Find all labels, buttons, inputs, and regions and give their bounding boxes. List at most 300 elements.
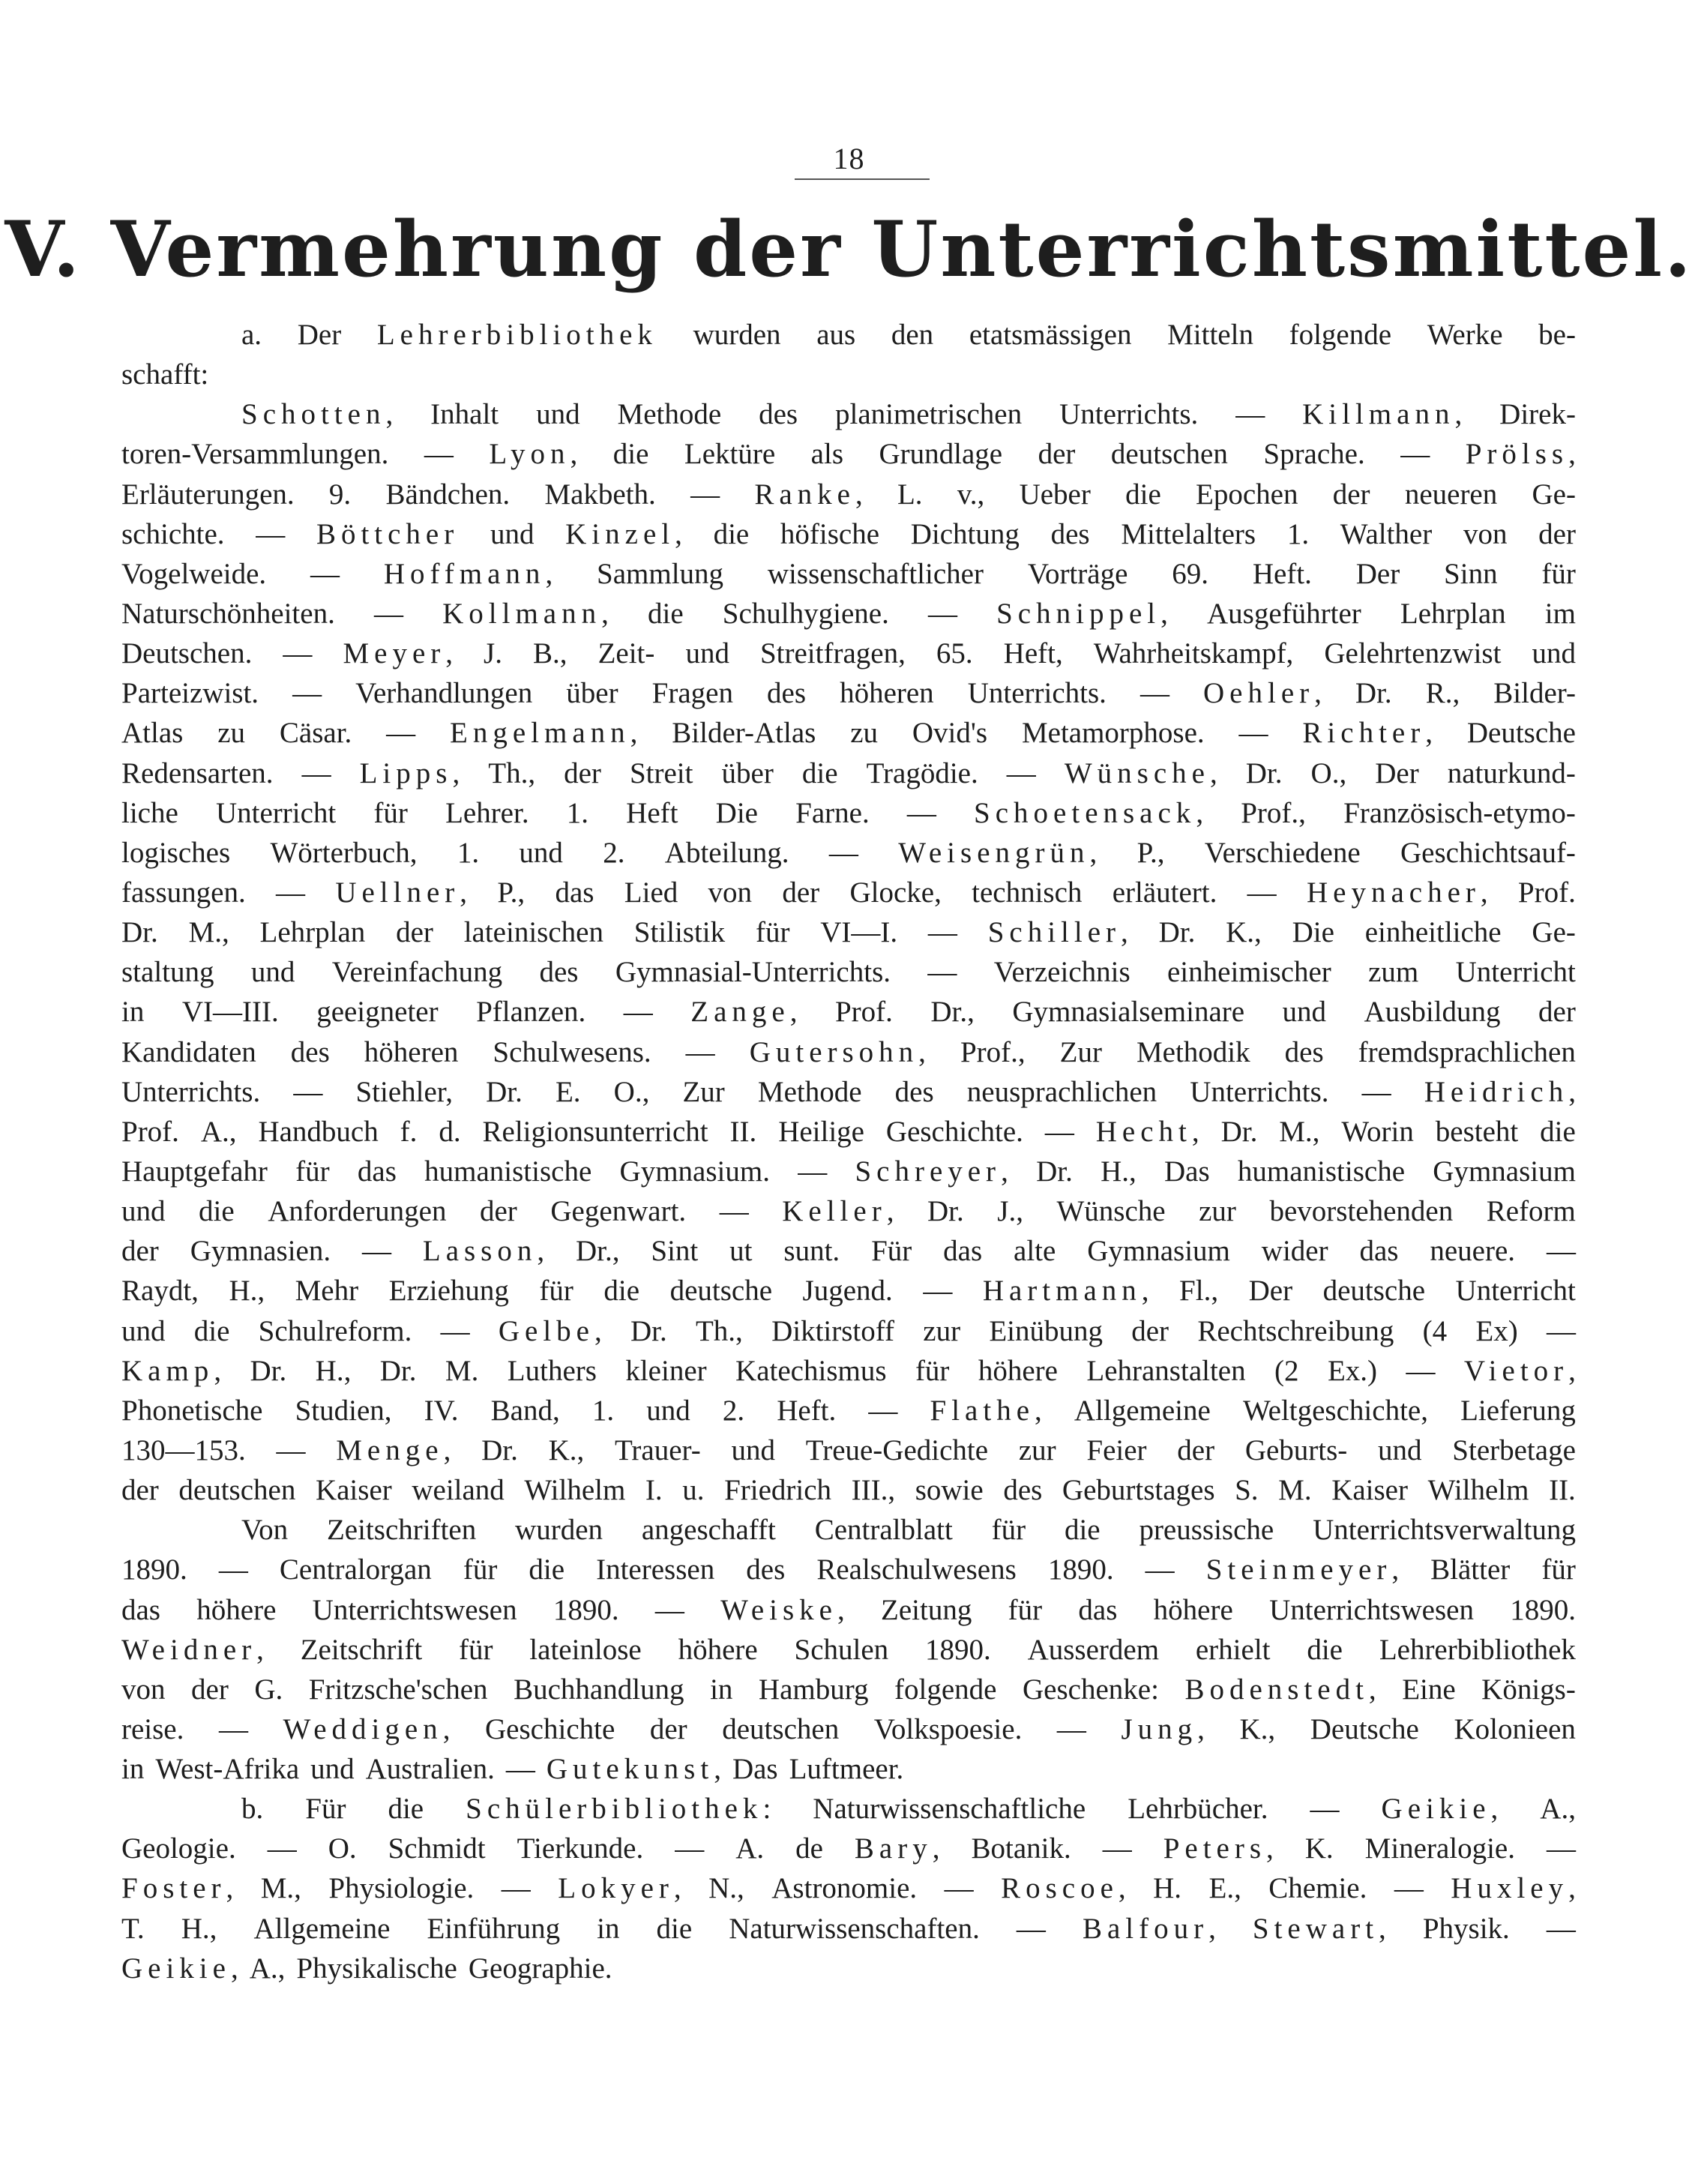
word: Dr. — [486, 1075, 523, 1108]
author-name: Gelbe — [498, 1314, 594, 1347]
word-group — [1096, 1112, 1199, 1152]
word: Lied — [624, 876, 678, 909]
word: des — [290, 1035, 330, 1068]
text-line — [121, 1630, 1576, 1670]
word: Reform — [1486, 1195, 1576, 1228]
author-name: Lyon — [489, 438, 570, 471]
word: — — [1310, 1793, 1340, 1826]
word: 1890. — [121, 1553, 187, 1586]
word: Astronomie. — [771, 1872, 918, 1905]
word: Ge- — [1532, 478, 1576, 511]
word: Geologie. — [121, 1832, 236, 1865]
word: III., — [851, 1474, 896, 1507]
word: Feier — [1086, 1434, 1147, 1466]
word: zur — [923, 1314, 961, 1347]
word: Werke — [1427, 319, 1503, 351]
word: , — [537, 1235, 545, 1268]
author-name: Schnippel — [996, 597, 1161, 630]
text-line — [121, 475, 1576, 514]
word: IV. — [424, 1394, 459, 1427]
word: Deutsche — [1466, 717, 1576, 750]
word: Mitteln — [1167, 319, 1253, 351]
word: , — [1209, 756, 1217, 789]
word: und — [536, 398, 580, 431]
text-line — [121, 1231, 1576, 1271]
word: VI—III. — [181, 996, 279, 1029]
word: , — [443, 1434, 451, 1466]
author-name: Stewart — [1252, 1912, 1379, 1945]
word: Physiologie. — [328, 1872, 475, 1905]
word: Bilder- — [1493, 677, 1576, 710]
word-group — [1184, 1670, 1376, 1709]
word: höhere — [196, 1593, 277, 1626]
word: 1. — [566, 796, 588, 829]
author-name: Hartmann — [982, 1275, 1142, 1308]
text-line — [121, 713, 1576, 753]
word: die — [199, 1195, 235, 1228]
text-line — [121, 514, 1576, 554]
word: des — [1003, 1474, 1043, 1507]
word: Naturschönheiten. — [121, 597, 335, 630]
word: Unterrichts. — [967, 677, 1107, 710]
word: Lektüre — [684, 438, 776, 471]
word: — — [1546, 1832, 1576, 1865]
word: für — [295, 1155, 330, 1188]
word: de — [795, 1832, 823, 1865]
word: der — [564, 756, 601, 789]
word: der — [1177, 1434, 1215, 1466]
text-line — [121, 355, 1576, 394]
word: Geschichte. — [885, 1115, 1023, 1148]
word: alte — [1014, 1235, 1056, 1268]
word: Zeitschrift — [300, 1633, 423, 1666]
author-name: Schreyer — [855, 1155, 1002, 1188]
word: — — [1406, 1354, 1436, 1387]
word: der — [191, 1673, 229, 1706]
word: folgende — [1289, 319, 1392, 351]
word: Vorträge — [1027, 557, 1128, 590]
word: : — [762, 1793, 771, 1826]
word: 9. — [328, 478, 352, 511]
word: E., — [1208, 1872, 1241, 1905]
word: Glocke, — [849, 876, 942, 909]
word: Geschichtsauf- — [1400, 836, 1576, 869]
word: Bilder-Atlas — [672, 717, 816, 750]
word: schichte. — [121, 517, 225, 550]
word: 1890. — [1510, 1593, 1576, 1626]
word: T. — [121, 1912, 145, 1945]
word: das — [121, 1593, 160, 1626]
word-group — [499, 1311, 602, 1351]
word: — — [927, 916, 957, 949]
word: wider — [1261, 1235, 1328, 1268]
word: Schmidt — [388, 1832, 486, 1865]
word: Th., — [488, 756, 536, 789]
word: — — [1044, 1115, 1074, 1148]
author-name: Foster — [121, 1872, 226, 1905]
author-name: Schülerbibliothek — [466, 1793, 763, 1826]
word: Kolonieen — [1454, 1712, 1576, 1745]
text-line — [121, 394, 1576, 434]
word: Anforderungen — [268, 1195, 447, 1228]
word: des — [539, 956, 579, 989]
word: — — [218, 1553, 248, 1586]
word-group — [565, 514, 682, 554]
author-name: Balfour — [1082, 1912, 1209, 1945]
word: Diktirstoff — [771, 1314, 895, 1347]
text-line — [121, 1789, 1576, 1829]
word: Der — [1355, 557, 1400, 590]
author-name: Hecht — [1095, 1115, 1192, 1148]
word: und — [490, 517, 535, 550]
word: Gymnasium — [1087, 1235, 1230, 1268]
text-line — [121, 1191, 1576, 1231]
word: Unterricht — [215, 796, 337, 829]
word: Zur — [682, 1075, 725, 1108]
word-group — [1163, 1829, 1274, 1868]
word: von — [121, 1673, 166, 1706]
word: Allgemeine — [1074, 1394, 1211, 1427]
word: K., — [1226, 916, 1262, 949]
word: — — [1546, 1912, 1576, 1945]
word-group — [241, 394, 393, 434]
word: Schulwesens. — [493, 1035, 651, 1068]
word: ut — [729, 1235, 753, 1268]
author-name: Meyer — [343, 637, 446, 670]
word: höhere — [678, 1633, 758, 1666]
word: 1. — [1286, 517, 1310, 550]
word: das — [1078, 1593, 1118, 1626]
author-name: Weidner — [121, 1633, 257, 1666]
word: technisch — [972, 876, 1083, 909]
word: — — [501, 1872, 531, 1905]
word: , — [1379, 1912, 1386, 1945]
word: Lehrer. — [445, 796, 529, 829]
word-group — [450, 713, 637, 753]
word: II. — [729, 1115, 757, 1148]
word: — — [283, 637, 313, 670]
word: , — [256, 1633, 264, 1666]
word: , — [385, 398, 394, 431]
word: Heft. — [1252, 557, 1312, 590]
word-group — [754, 475, 862, 514]
word: — — [1546, 1235, 1576, 1268]
word: Blätter — [1430, 1553, 1511, 1586]
word: fremdsprachlichen — [1358, 1035, 1576, 1068]
word: wissenschaftlicher — [767, 557, 984, 590]
word: — — [1056, 1712, 1086, 1745]
word: Epochen — [1196, 478, 1298, 511]
word: H., — [229, 1275, 265, 1308]
word: Allgemeine — [253, 1912, 391, 1945]
word: 130—153. — [121, 1434, 246, 1466]
word: Cäsar. — [279, 717, 352, 750]
author-name: Uellner — [335, 876, 460, 909]
author-name: Weiske — [720, 1593, 837, 1626]
word: 1. — [591, 1394, 615, 1427]
word: Physikalische — [296, 1952, 457, 1985]
word: Tragödie. — [866, 756, 978, 789]
word: Mehr — [295, 1275, 359, 1308]
word: Makbeth. — [544, 478, 656, 511]
author-name: Hoffmann — [383, 557, 546, 590]
word: Fritzsche'schen — [308, 1673, 488, 1706]
word: be- — [1538, 319, 1576, 351]
word-group — [442, 594, 609, 634]
author-name: Kinzel — [565, 517, 675, 550]
word: — — [310, 557, 340, 590]
word-group — [855, 1829, 940, 1868]
word: staltung — [121, 956, 214, 989]
word-group — [1001, 1868, 1126, 1908]
word: Wahrheitskampf, — [1093, 637, 1294, 670]
word: , — [445, 637, 453, 670]
word-group — [384, 554, 553, 594]
text-line — [121, 315, 1576, 355]
word: , — [1425, 717, 1433, 750]
word: Prof. — [121, 1115, 179, 1148]
word: Wörterbuch, — [270, 836, 418, 869]
word: , — [1568, 1872, 1576, 1905]
word: Luftmeer. — [789, 1753, 904, 1786]
author-name: Bodenstedt — [1184, 1673, 1369, 1706]
author-name: Kamp — [121, 1354, 214, 1387]
word: die — [388, 1793, 424, 1826]
word: Gymnasialseminare — [1012, 996, 1245, 1029]
word: b. — [241, 1793, 264, 1826]
word: I. — [645, 1474, 663, 1507]
word: E. — [555, 1075, 581, 1108]
word: Hamburg — [758, 1673, 869, 1706]
word: der — [396, 916, 433, 949]
word: zum — [1368, 956, 1419, 989]
author-name: Schotten — [241, 398, 386, 431]
word: logisches — [121, 836, 231, 869]
word: Fl., — [1179, 1275, 1219, 1308]
word: für — [539, 1275, 573, 1308]
word-group — [1203, 673, 1322, 713]
word: L. — [897, 478, 923, 511]
word: wurden — [693, 319, 781, 351]
word: des — [894, 1075, 934, 1108]
word: Heft. — [777, 1394, 837, 1427]
word: Lehranstalten — [1086, 1354, 1246, 1387]
word: kleiner — [625, 1354, 707, 1387]
word: für — [373, 796, 408, 829]
word: d. — [439, 1115, 461, 1148]
word: Kaiser — [1331, 1474, 1408, 1507]
word: Zeitschriften — [326, 1514, 477, 1547]
text-line — [121, 1829, 1576, 1868]
word: aus — [816, 319, 856, 351]
word: erläutert. — [1112, 876, 1217, 909]
word: Treue-Gedichte — [805, 1434, 989, 1466]
word: Vogelweide. — [121, 557, 267, 590]
word: Lieferung — [1460, 1394, 1576, 1427]
word: Ex) — [1475, 1314, 1518, 1347]
text-line — [121, 1152, 1576, 1191]
word: die — [713, 517, 750, 550]
word: — — [1006, 756, 1036, 789]
word: — — [386, 717, 416, 750]
word: Naturwissenschaftliche — [813, 1793, 1086, 1826]
text-line — [121, 1271, 1576, 1311]
word: Lehrbücher. — [1128, 1793, 1268, 1826]
word: Dr. — [1355, 677, 1392, 710]
word: Dichtung — [910, 517, 1020, 550]
word: Weltgeschichte, — [1242, 1394, 1428, 1427]
word: — — [1394, 1872, 1424, 1905]
word: Ausbildung — [1364, 996, 1501, 1029]
word: sunt. — [783, 1235, 840, 1268]
text-line — [121, 793, 1576, 833]
word: die — [612, 438, 649, 471]
word-group — [283, 1709, 451, 1749]
word: — — [923, 1275, 953, 1308]
text-line — [121, 1431, 1576, 1470]
word: Chemie. — [1268, 1872, 1367, 1905]
author-name: Geikie — [1381, 1793, 1491, 1826]
word: , — [1266, 1832, 1274, 1865]
word: für — [1541, 1553, 1576, 1586]
author-name: Peters — [1163, 1832, 1266, 1865]
text-line — [121, 753, 1576, 793]
word: lateinlose — [529, 1633, 642, 1666]
text-line — [121, 1590, 1576, 1630]
word: 1890. — [925, 1633, 991, 1666]
text-line — [121, 952, 1576, 992]
word: von — [708, 876, 753, 909]
word: der — [121, 1235, 159, 1268]
word: Trauer- — [614, 1434, 701, 1466]
word-group — [1382, 1789, 1499, 1829]
word: zur — [1199, 1195, 1236, 1228]
word: Ge- — [1532, 916, 1576, 949]
word: 1. — [457, 836, 480, 869]
word: Gelehrtenzwist — [1324, 637, 1502, 670]
word: und — [121, 1314, 166, 1347]
word: Gymnasium. — [619, 1155, 770, 1188]
word: — — [927, 956, 957, 989]
text-line — [121, 1550, 1576, 1589]
word: für — [1008, 1593, 1043, 1626]
word: , — [226, 1872, 234, 1905]
word-group — [1083, 1909, 1216, 1949]
word: Gegenwart. — [550, 1195, 687, 1228]
word: und — [310, 1753, 355, 1786]
word: , — [1208, 1912, 1216, 1945]
word: — — [1016, 1912, 1046, 1945]
word: — — [1546, 1314, 1576, 1347]
author-name: Weisengrün — [898, 836, 1090, 869]
word: Heft — [626, 796, 678, 829]
word: Dr., — [930, 996, 975, 1029]
section-title: V. Vermehrung der Unterrichtsmittel. — [4, 205, 1694, 295]
word: Erläuterungen. — [121, 478, 295, 511]
word: — — [719, 1195, 749, 1228]
text-line — [121, 833, 1576, 873]
word: Dr. — [481, 1434, 518, 1466]
word-group — [335, 873, 467, 912]
author-name: Schiller — [987, 916, 1122, 949]
word: Dr., — [576, 1235, 620, 1268]
word: — — [1400, 438, 1430, 471]
word: toren-Versammlungen. — [121, 438, 389, 471]
word: — — [868, 1394, 898, 1427]
word: Wünsche — [1056, 1195, 1166, 1228]
word-group — [1466, 434, 1576, 474]
word: der — [1332, 478, 1370, 511]
word: höhere — [978, 1354, 1058, 1387]
text-line — [121, 1868, 1576, 1908]
word: der — [649, 1712, 687, 1745]
word: und — [1282, 996, 1327, 1029]
author-name: Roscoe — [1001, 1872, 1119, 1905]
word: neuere. — [1430, 1235, 1516, 1268]
word: , — [932, 1832, 940, 1865]
author-name: Zange — [690, 996, 790, 1029]
word: Luthers — [507, 1354, 597, 1387]
word: Ovid's — [912, 717, 988, 750]
word: Th., — [695, 1314, 743, 1347]
word: Schulen — [794, 1633, 889, 1666]
word: — — [685, 1035, 715, 1068]
word: Tierkunde. — [517, 1832, 644, 1865]
word-group — [1253, 1909, 1386, 1949]
word-group — [1464, 1351, 1576, 1391]
word: angeschafft — [641, 1514, 776, 1547]
word: Studien, — [295, 1394, 392, 1427]
word: Walther — [1340, 517, 1433, 550]
word: Wilhelm — [524, 1474, 626, 1507]
word: Französisch-etymo- — [1343, 796, 1576, 829]
text-line — [121, 1311, 1576, 1351]
author-name: Lokyer — [558, 1872, 674, 1905]
author-name: Richter — [1302, 717, 1426, 750]
page-number: 18 — [833, 142, 865, 175]
word: geeigneter — [316, 996, 439, 1029]
word: Handbuch — [258, 1115, 379, 1148]
word: schafft: — [121, 358, 209, 391]
word: K. — [1304, 1832, 1334, 1865]
word: Geographie. — [468, 1952, 612, 1985]
word: Lehrplan — [1400, 597, 1506, 630]
word: , — [1568, 438, 1576, 471]
author-name: Gutersohn — [749, 1035, 919, 1068]
author-name: Böttcher — [316, 517, 460, 550]
word: Geschenke: — [1023, 1673, 1159, 1706]
word: M., — [260, 1872, 301, 1905]
word: Heft, — [1003, 637, 1063, 670]
word: etatsmässigen — [969, 319, 1132, 351]
word: naturkund- — [1447, 756, 1576, 789]
text-line — [121, 1470, 1576, 1510]
word: Metamorphose. — [1021, 717, 1205, 750]
word: H., — [181, 1912, 217, 1945]
word: das — [943, 1235, 983, 1268]
word: Inhalt — [430, 398, 499, 431]
word: — — [1238, 717, 1268, 750]
word-group — [121, 1868, 233, 1908]
word: Unterrichtswesen — [312, 1593, 517, 1626]
word: — — [301, 756, 331, 789]
word: Prof., — [960, 1035, 1026, 1068]
word: , — [1197, 1712, 1205, 1745]
word: Deutschen. — [121, 637, 253, 670]
word-group — [1065, 753, 1217, 793]
word: über — [566, 677, 618, 710]
word: Mittelalters — [1121, 517, 1256, 550]
